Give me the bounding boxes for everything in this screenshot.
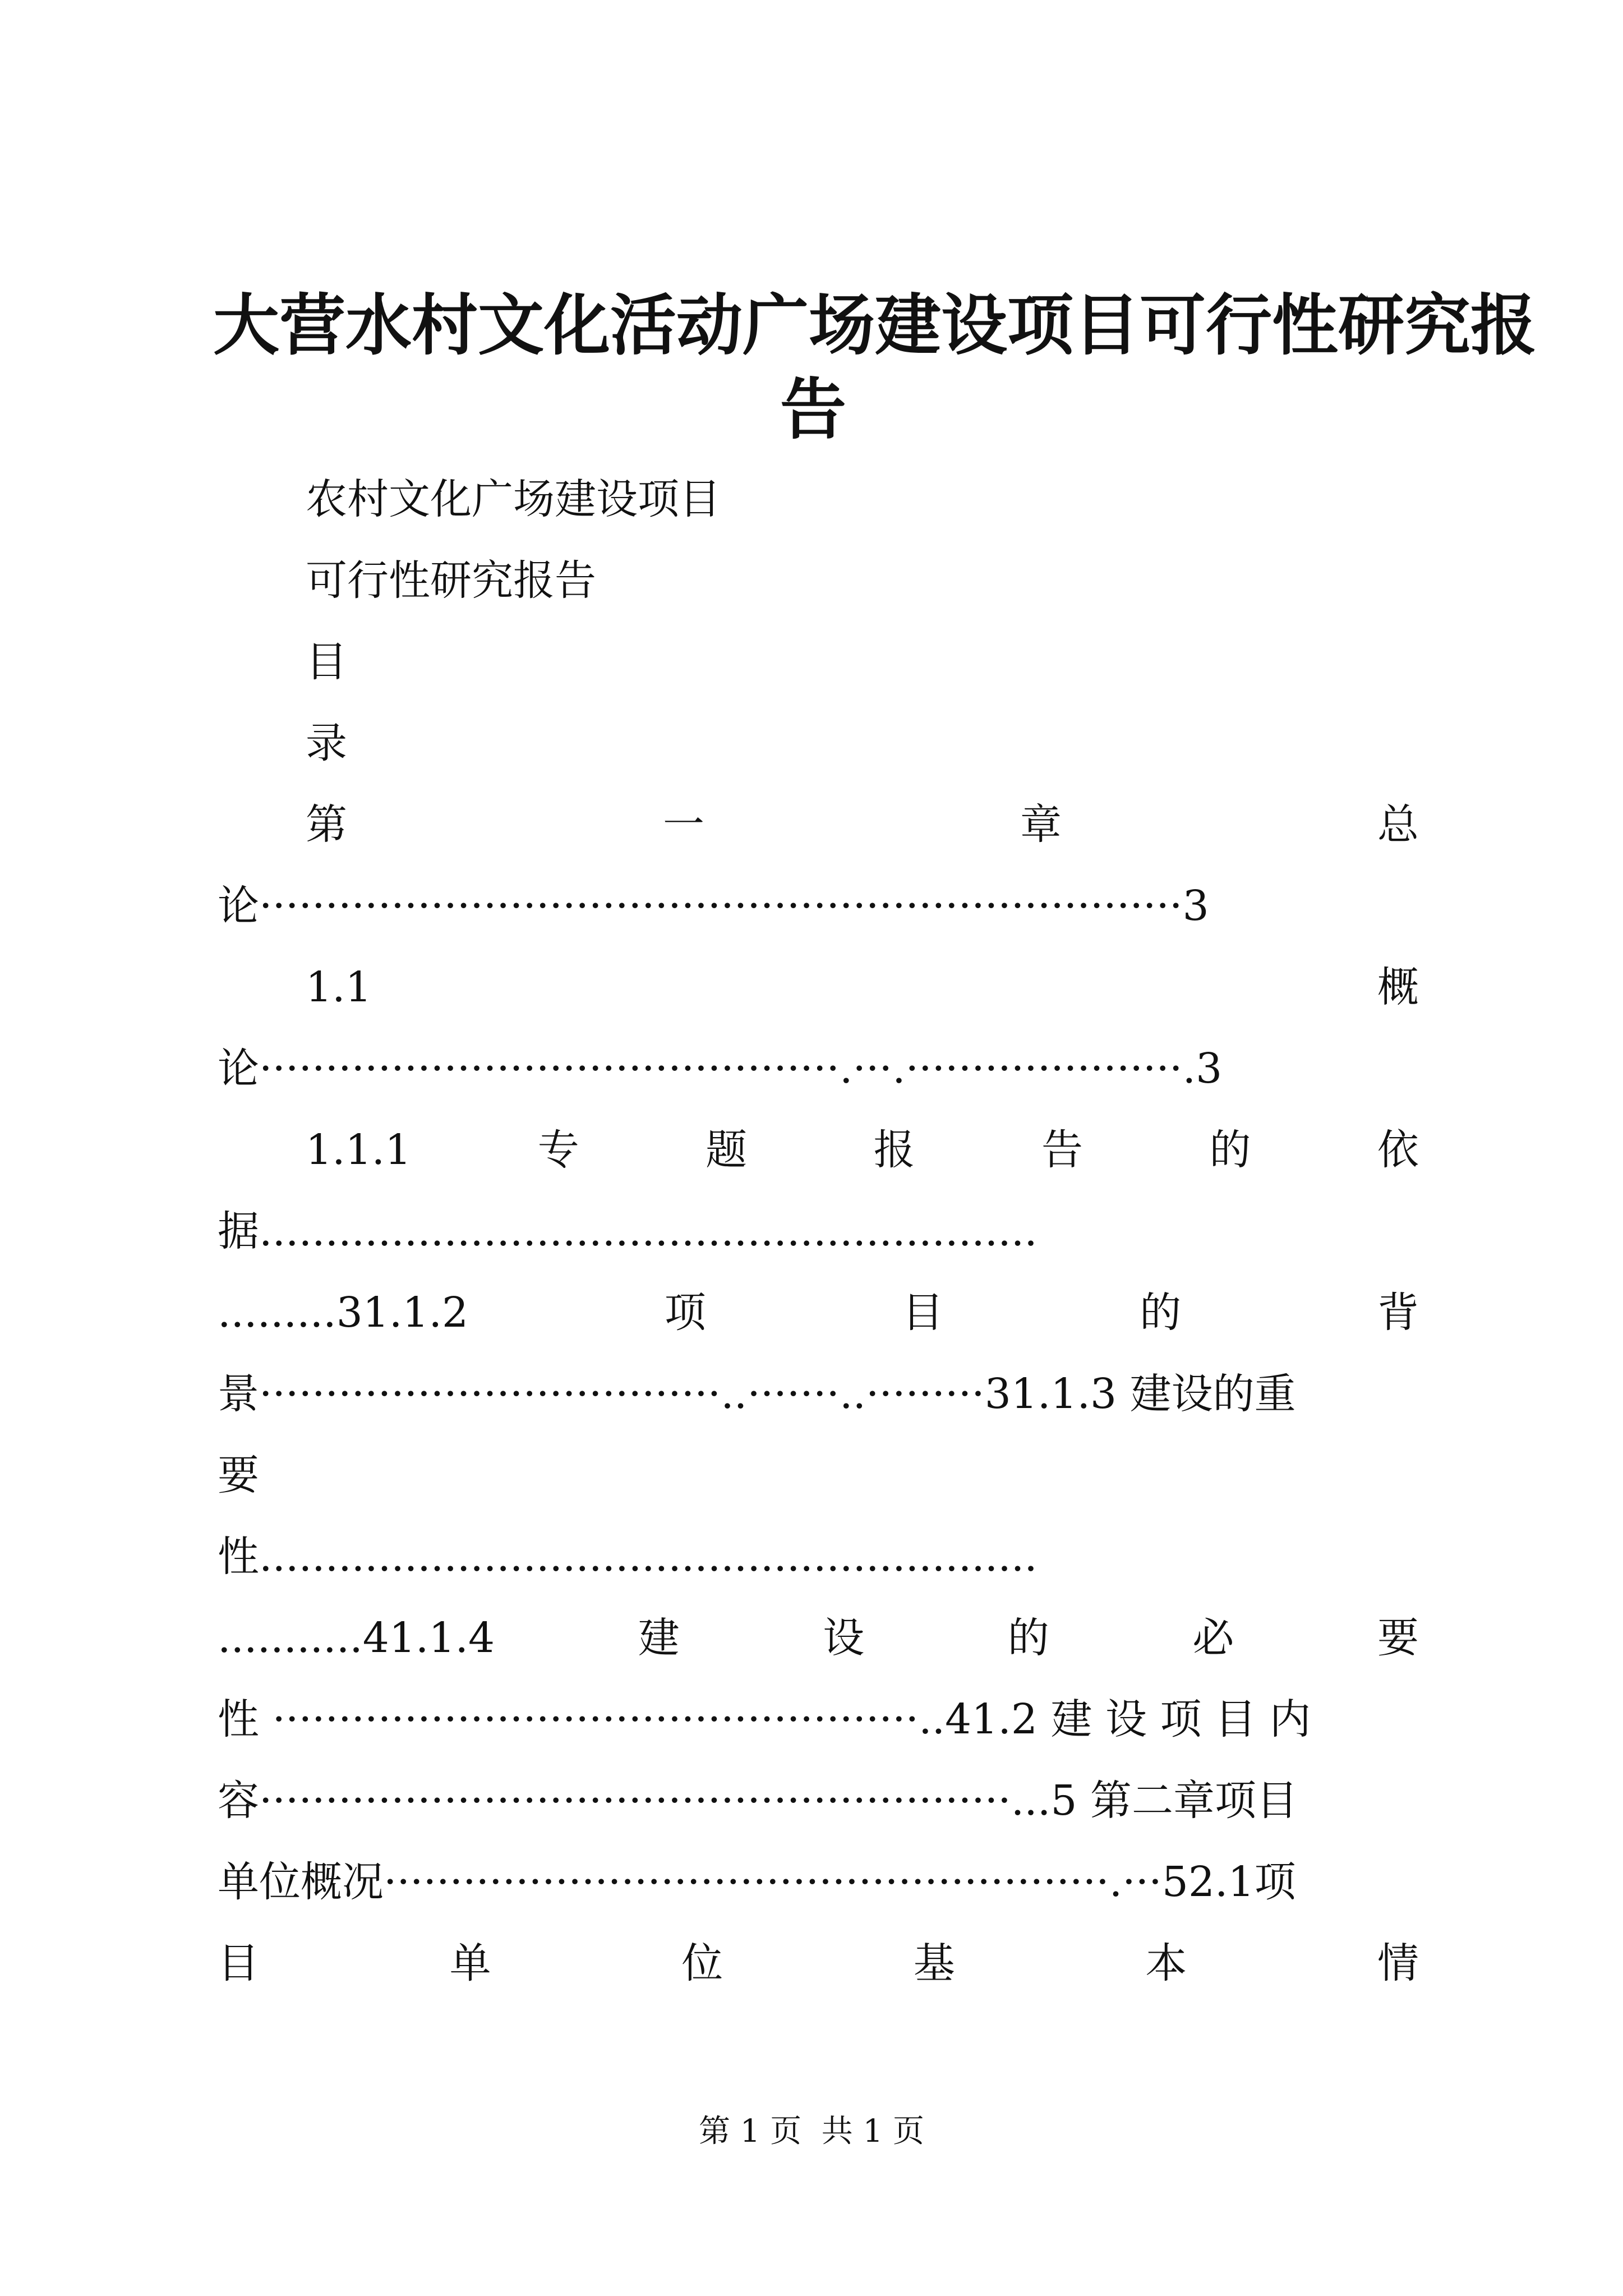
toc-word: 目 <box>218 1939 259 1987</box>
toc-row: 性 ·················································..41.2 建 设 项 目 内 <box>218 1695 1311 1743</box>
toc-word: 建 <box>638 1614 680 1662</box>
toc-row-1-1-4 <box>218 1610 1419 1666</box>
toc-word: 基 <box>913 1939 955 1987</box>
toc-word: 的 <box>1140 1289 1182 1337</box>
toc-word: 报 <box>873 1126 915 1174</box>
toc-word: .........31.1.2 <box>218 1289 469 1337</box>
toc-word: 的 <box>1007 1614 1049 1662</box>
toc-heading-lu: 录 <box>306 719 347 767</box>
toc-row: 据........................................................... <box>218 1207 1038 1255</box>
toc-word: ...........41.1.4 <box>218 1614 495 1662</box>
document-title: 大营水村文化活动广场建设项目可行性研究报 <box>213 286 1537 364</box>
toc-row-1-1 <box>306 959 1419 1015</box>
toc-word: 1.1.1 <box>306 1126 412 1174</box>
toc-word: 目 <box>902 1289 944 1337</box>
toc-word: 背 <box>1377 1289 1419 1337</box>
page-footer: 第 1 页 共 1 页 <box>698 2113 925 2150</box>
toc-word: 第 <box>306 800 347 849</box>
toc-word: 设 <box>823 1614 865 1662</box>
toc-word: 专 <box>537 1126 579 1174</box>
toc-word: 一 <box>663 800 704 849</box>
toc-word: 题 <box>706 1126 748 1174</box>
subtitle-line-1: 农村文化广场建设项目 <box>306 475 721 523</box>
toc-word: 必 <box>1192 1614 1234 1662</box>
toc-row-chapter1 <box>306 797 1419 853</box>
toc-row-1-1-1 <box>306 1122 1419 1178</box>
toc-word: 1.1 <box>306 963 372 1011</box>
toc-word: 单 <box>449 1939 491 1987</box>
toc-word: 项 <box>664 1289 706 1337</box>
toc-row: 性........................................................... <box>218 1533 1038 1581</box>
toc-row: 景···································..·······..·········31.1.3 建设的重 <box>218 1370 1296 1418</box>
toc-word: 的 <box>1209 1126 1251 1174</box>
toc-row-1-1-2 <box>218 1285 1419 1341</box>
toc-row: 容·························································...5 第二章项目 <box>218 1777 1298 1825</box>
toc-heading-mu: 目 <box>306 638 347 686</box>
toc-word: 位 <box>681 1939 723 1987</box>
toc-word: 章 <box>1020 800 1062 849</box>
document-title-continued: 告 <box>780 370 846 448</box>
toc-word: 要 <box>1377 1614 1419 1662</box>
toc-word: 总 <box>1377 800 1419 849</box>
toc-row-2-1 <box>218 1935 1419 1991</box>
subtitle-line-2: 可行性研究报告 <box>306 556 596 605</box>
toc-row: 论······································································3 <box>218 882 1209 930</box>
toc-row: 论············································.···.·····················.3 <box>218 1045 1223 1093</box>
toc-row: 单位概况·······················································.···52.1项 <box>218 1858 1296 1906</box>
toc-word: 概 <box>1377 963 1419 1011</box>
toc-row: 要 <box>218 1451 259 1499</box>
toc-word: 情 <box>1377 1939 1419 1987</box>
toc-word: 告 <box>1041 1126 1083 1174</box>
toc-word: 依 <box>1377 1126 1419 1174</box>
toc-word: 本 <box>1145 1939 1187 1987</box>
